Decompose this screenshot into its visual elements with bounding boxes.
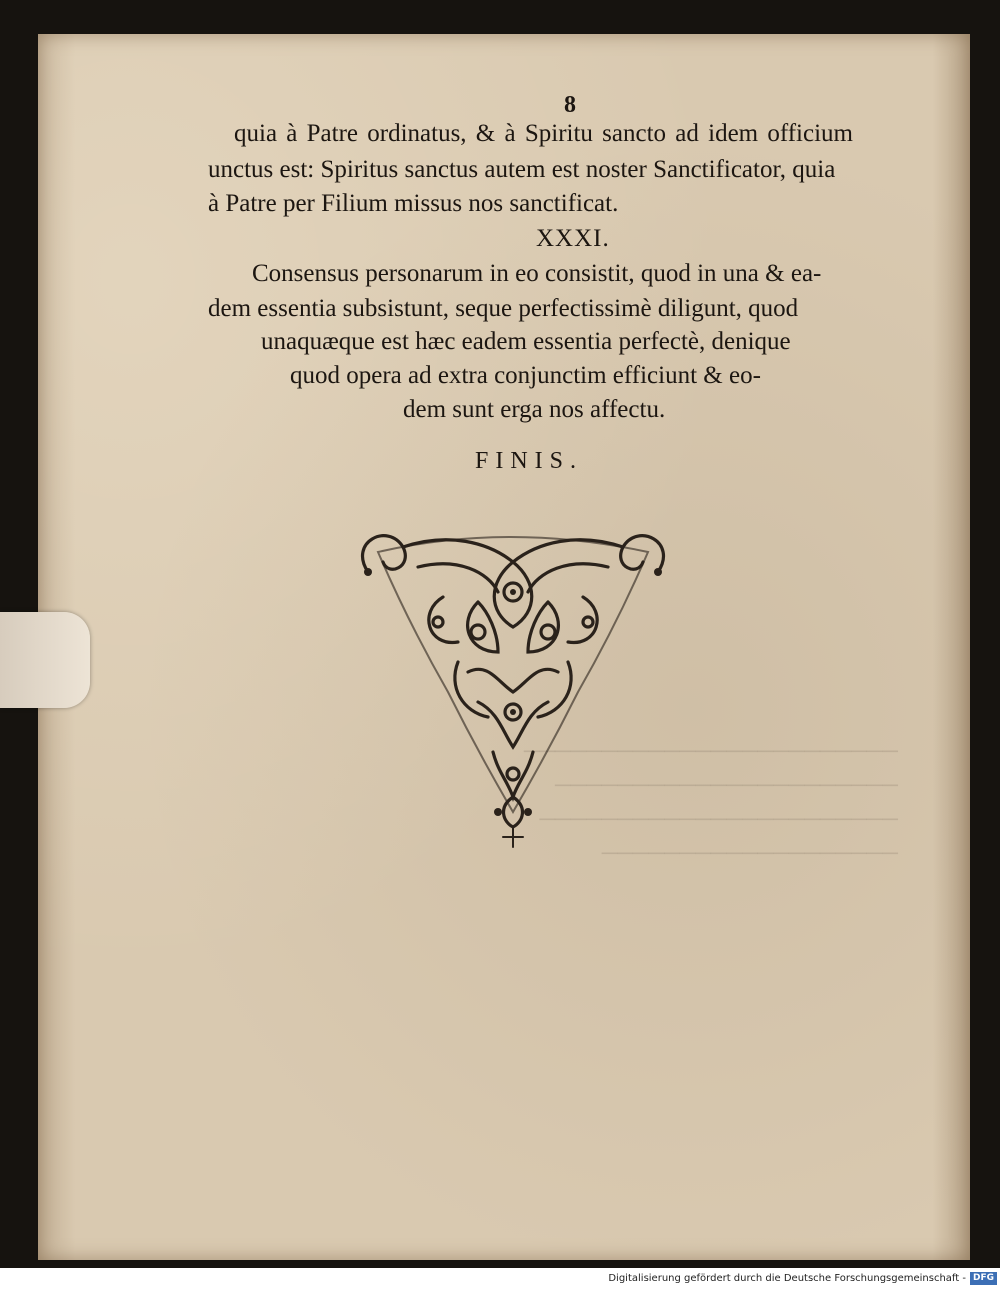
text-line: quia à Patre ordinatus, & à Spiritu sancto ad idem officium xyxy=(234,120,853,147)
footer-bar xyxy=(0,1268,1000,1289)
page-number: 8 xyxy=(564,92,576,118)
text-line: à Patre per Filium missus nos sanctificat. xyxy=(208,190,619,217)
text-line: unctus est: Spiritus sanctus autem est noster Sanctificator, quia xyxy=(208,156,836,183)
main-text xyxy=(38,34,970,494)
dfg-logo: DFG xyxy=(970,1272,997,1285)
paragraph-line: unaquæque est hæc eadem essentia perfectè, denique xyxy=(261,328,791,355)
ornament-icon xyxy=(348,512,678,852)
paragraph-line: quod opera ad extra conjunctim efficiunt & eo- xyxy=(290,362,761,389)
page-clip-tab xyxy=(0,612,90,708)
finis-label: FINIS. xyxy=(475,448,584,474)
bleed-through-text: ──────────────────────── ────────────────────── ─────────────────────── ─────────────────── xyxy=(523,738,898,865)
document-page xyxy=(38,34,970,1260)
paragraph-line: dem essentia subsistunt, seque perfectissimè diligunt, quod xyxy=(208,295,799,322)
paragraph-line: dem sunt erga nos affectu. xyxy=(403,396,666,423)
section-heading: XXXI. xyxy=(536,225,610,252)
footer-credit: Digitalisierung gefördert durch die Deutsche Forschungsgemeinschaft - xyxy=(608,1273,966,1284)
paragraph-line: Consensus personarum in eo consistit, quod in una & ea- xyxy=(252,260,822,287)
